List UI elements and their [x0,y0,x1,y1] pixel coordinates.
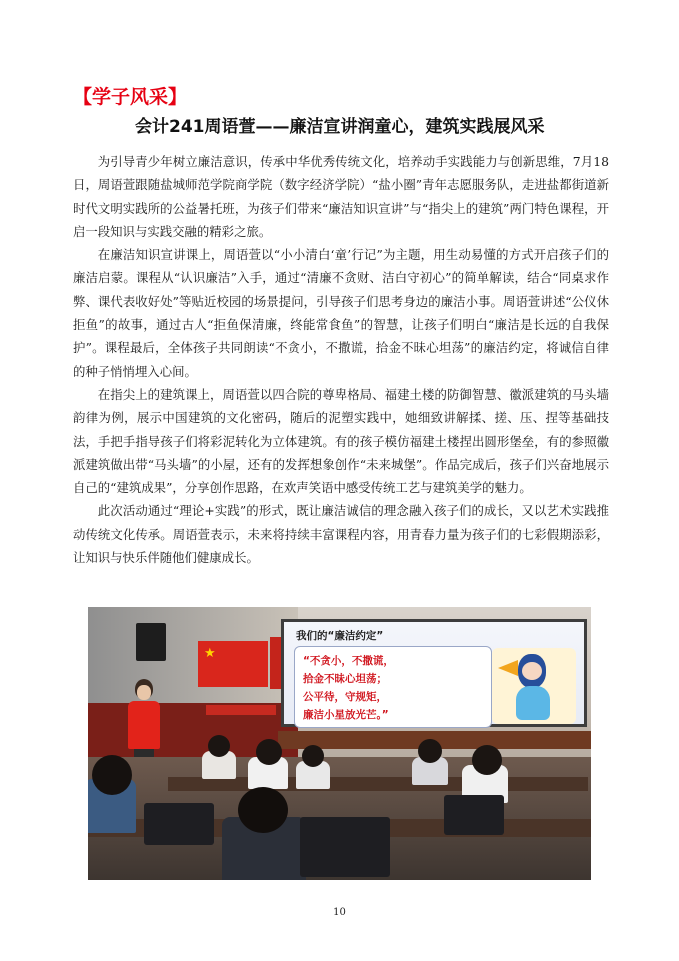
cartoon-face [522,662,542,680]
classroom-photo [88,607,591,880]
page-number: 10 [333,907,346,918]
paragraph: 在廉洁知识宣讲课上，周语萱以“小小清白‘童’行记”为主题，用生动易懂的方式开启孩子们的廉洁启蒙。课程从“认识廉洁”入手，通过“清廉不贪财、洁白守初心”的简单解读，结合“同桌求作弊、课代表收好处”等贴近校园的场景提问，引导孩子们思考身边的廉洁小事。周语萱讲述“公仪休拒鱼”的故事，通过古人“拒鱼保清廉，终能常食鱼”的智慧，让孩子们明白“廉洁是长远的自我保护”。课程最后，全体孩子共同朗读“不贪小，不撒谎，拾金不昧心坦荡”的廉洁约定，将诚信自律的种子悄悄埋入心间。 [73,247,609,379]
chair [444,795,504,835]
desk [168,777,588,791]
megaphone-icon [498,660,518,676]
chair [144,803,214,845]
projection-screen [281,619,587,727]
cartoon-girl-illustration [492,648,576,724]
chair [300,817,390,877]
flag [198,641,268,687]
presenter-vest [128,701,160,749]
cartoon-body [516,686,550,720]
screen-title: 我们的“廉洁约定” [296,630,384,642]
article-headline: 会计241周语萱——廉洁宣讲润童心，建筑实践展风采 [135,117,545,137]
screen-text-box [294,646,492,728]
article-body [73,150,609,569]
presenter-face [137,685,151,700]
section-tag: 【学子风采】 [73,86,188,108]
paragraph: 为引导青少年树立廉洁意识，传承中华优秀传统文化，培养动手实践能力与创新思维，7月18日，周语萱跟随盐城师范学院商学院（数字经济学院）“盐小圈”青年志愿服务队，走进盐都街道新时代文明实践所的公益暑托班，为孩子们带来“廉洁知识宣讲”与“指尖上的建筑”两门特色课程，开启一段知识与实践交融的精彩之旅。 [73,154,609,239]
screen-line: 廉洁小星放光芒。” [303,709,389,721]
paragraph: 在指尖上的建筑课上，周语萱以四合院的尊卑格局、福建土楼的防御智慧、徽派建筑的马头墙韵律为例，展示中国建筑的文化密码，随后的泥塑实践中，她细致讲解揉、搓、压、捏等基础技法，手把手指导孩子们将彩泥转化为立体建筑。有的孩子模仿福建土楼捏出圆形堡垒，有的参照徽派建筑做出带“马头墙”的小屋，还有的发挥想象创作“未来城堡”。作品完成后，孩子们兴奋地展示自己的“建筑成果”，分享创作思路，在欢声笑语中感受传统工艺与建筑美学的魅力。 [73,386,609,496]
speaker-box [136,623,166,661]
screen-line: 拾金不昧心坦荡； [303,673,387,685]
screen-line: “不贪小，不撒谎， [303,655,394,667]
screen-line: 公平待，守规矩， [303,691,387,703]
paragraph: 此次活动通过“理论+实践”的形式，既让廉洁诚信的理念融入孩子们的成长，又以艺术实践推动传统文化传承。周语萱表示，未来将持续丰富课程内容，用青春力量为孩子们的七彩假期添彩，让知识与快乐伴随他们健康成长。 [73,503,609,566]
star-icon: ★ [204,646,216,661]
podium-top [206,705,276,715]
